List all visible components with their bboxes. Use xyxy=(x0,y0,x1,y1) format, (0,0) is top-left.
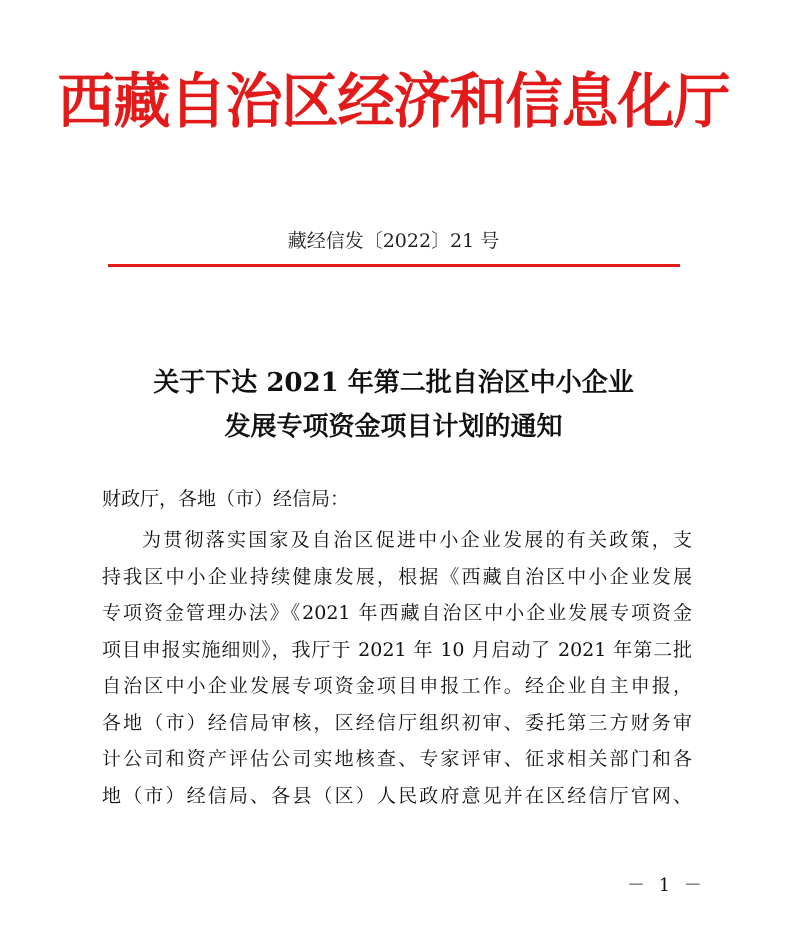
body-line: 计公司和资产评估公司实地核查、专家评审、征求相关部门和各 xyxy=(102,748,692,770)
body-line: 各地（市）经信局审核，区经信厅组织初审、委托第三方财务审 xyxy=(102,711,692,734)
document-number: 藏经信发〔2022〕21 号 xyxy=(287,230,500,252)
notice-title-line-2: 发展专项资金项目计划的通知 xyxy=(224,412,563,442)
body-line: 地（市）经信局、各县（区）人民政府意见并在区经信厅官网、 xyxy=(102,784,692,807)
body-line: 为贯彻落实国家及自治区促进中小企业发展的有关政策，支 xyxy=(142,529,692,551)
body-text xyxy=(102,522,692,814)
body-line: 项目申报实施细则》，我厅于 2021 年 10 月启动了 2021 年第二批 xyxy=(102,638,692,661)
notice-title xyxy=(0,361,787,449)
page-number: － 1 － xyxy=(627,875,706,896)
salutation: 财政厅，各地（市）经信局： xyxy=(102,488,350,510)
notice-title-line-1: 关于下达 2021 年第二批自治区中小企业 xyxy=(153,368,634,398)
body-line: 持我区中小企业持续健康发展，根据《西藏自治区中小企业发展 xyxy=(102,565,692,588)
body-line: 自治区中小企业发展专项资金项目申报工作。经企业自主申报， xyxy=(102,675,692,697)
red-divider-line xyxy=(108,264,680,267)
masthead-title: 西藏自治区经济和信息化厅 xyxy=(57,66,730,137)
body-line: 专项资金管理办法》《2021 年西藏自治区中小企业发展专项资金 xyxy=(102,602,692,624)
